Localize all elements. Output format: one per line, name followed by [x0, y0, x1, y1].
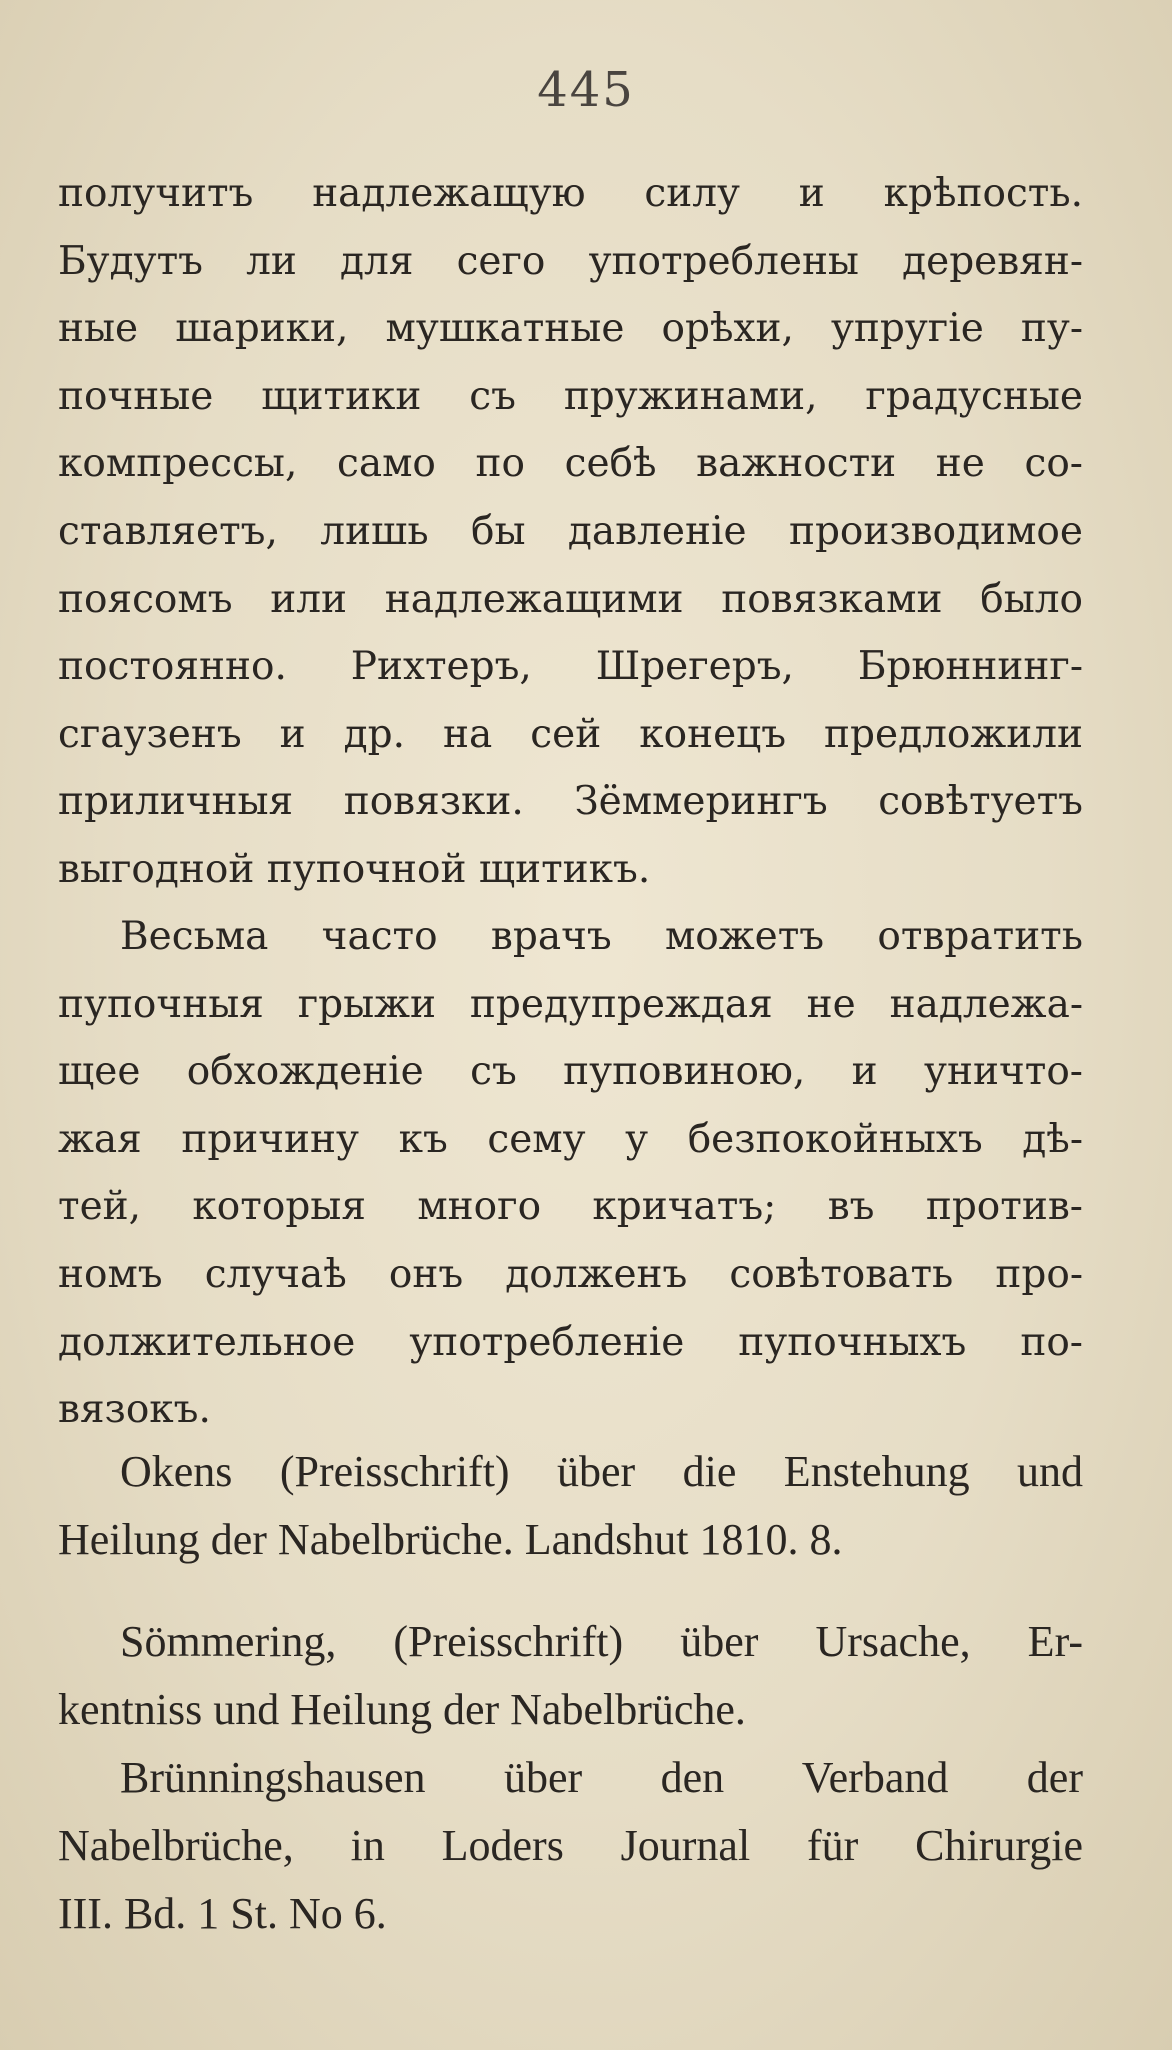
text-line: Nabelbrüche, in Loders Journal für Chirurgie	[58, 1821, 1083, 1870]
text-line: щее обхожденіе съ пуповиною, и уничто-	[58, 1049, 1083, 1095]
text-line: получитъ надлежащую силу и крѣпость.	[58, 171, 1083, 216]
text-line: вязокъ.	[58, 1387, 211, 1433]
reference-okens	[58, 1438, 1083, 1574]
text-line: ные шарики, мушкатные орѣхи, упругіе пу-	[58, 306, 1083, 352]
text-line: постоянно. Рихтеръ, Шрегеръ, Брюннинг-	[58, 644, 1083, 690]
page-number: 445	[537, 62, 635, 118]
text-line: Весьма часто врачъ можетъ отвратить	[120, 914, 1083, 959]
text-line: поясомъ или надлежащими повязками было	[58, 576, 1083, 622]
reference-bruenningshausen	[58, 1744, 1083, 1948]
text-line: Heilung der Nabelbrüche. Landshut 1810. 8.	[58, 1515, 843, 1564]
text-line: выгодной пупочной щитикъ.	[58, 846, 651, 892]
text-line: пупочныя грыжи предупреждая не надлежа-	[58, 981, 1083, 1027]
paragraph-2	[58, 903, 1083, 1444]
text-line: ставляетъ, лишь бы давленіе производимое	[58, 508, 1083, 554]
text-line: Будутъ ли для сего употреблены деревян-	[58, 238, 1083, 284]
text-line: номъ случаѣ онъ долженъ совѣтовать про-	[58, 1251, 1083, 1297]
text-line: почные щитики съ пружинами, градусные	[58, 373, 1083, 419]
text-line: тей, которыя много кричатъ; въ против-	[58, 1184, 1083, 1230]
paragraph-1	[58, 160, 1083, 904]
text-line: Sömmering, (Preisschrift) über Ursache, Er-	[120, 1617, 1083, 1666]
text-line: жая причину къ сему у безпокойныхъ дѣ-	[58, 1116, 1083, 1162]
text-line: сгаузенъ и др. на сей конецъ предложили	[58, 711, 1083, 757]
reference-soemmering	[58, 1608, 1083, 1744]
text-line: Okens (Preisschrift) über die Enstehung und	[120, 1447, 1083, 1496]
text-line: должительное употребленіе пупочныхъ по-	[58, 1319, 1083, 1365]
text-line: kentniss und Heilung der Nabelbrüche.	[58, 1685, 746, 1734]
text-line: приличныя повязки. Зёммерингъ совѣтуетъ	[58, 779, 1083, 825]
text-line: III. Bd. 1 St. No 6.	[58, 1889, 387, 1938]
text-line: Brünningshausen über den Verband der	[120, 1753, 1083, 1802]
text-line: компрессы, само по себѣ важности не со-	[58, 441, 1083, 487]
